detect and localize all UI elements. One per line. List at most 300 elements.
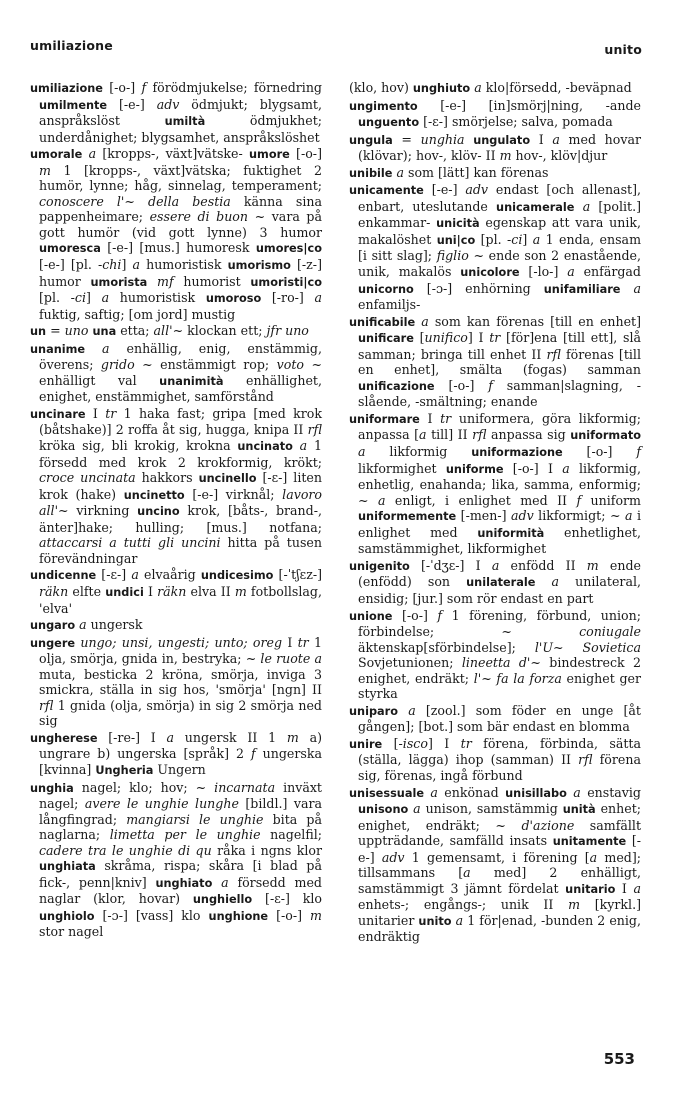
entry-text: krok, [båts-, brand-, änter]hake; hulling; [mus.] notfana;: [39, 503, 322, 535]
italic-text: räkn: [157, 583, 187, 599]
entry-text: ödmjukhet; underdånighet; blygsamhet, anspråkslöshet: [39, 113, 323, 145]
italic-text: uno: [64, 323, 89, 339]
italic-text: a: [430, 784, 438, 800]
entry-text: anpassa sig: [486, 427, 571, 443]
italic-text: m: [286, 729, 299, 745]
entry-text: Sovjetunionen;: [358, 655, 462, 671]
headword: umoroso: [205, 292, 262, 306]
entry-text: inväxt nagel;: [39, 779, 322, 812]
italic-text: l'~ fa la forza: [473, 670, 562, 686]
italic-text: tr: [297, 634, 309, 650]
entry-text: [535, 574, 551, 589]
headword: unibile: [349, 166, 393, 180]
dictionary-entry: [30, 80, 322, 145]
italic-text: figlio ~: [436, 248, 484, 264]
italic-text: a: [79, 617, 87, 633]
italic-text: adv: [156, 96, 180, 112]
entry-text: [85, 341, 102, 356]
headword: undici: [105, 585, 144, 599]
entry-text: I: [615, 880, 634, 896]
headword: Ungheria: [95, 763, 154, 777]
headword: un: [30, 325, 47, 339]
entry-text: ungersk II 1: [174, 729, 287, 745]
italic-text: a: [101, 290, 110, 306]
headword: unanimità: [159, 374, 224, 388]
italic-text: a: [567, 264, 575, 280]
entry-text: [-ɛ-] klo: [252, 891, 322, 907]
entry-text: enligt, i enlighet med II: [385, 492, 577, 508]
headword: umorismo: [227, 259, 291, 273]
italic-text: rfl: [472, 427, 487, 443]
italic-text: unifico: [424, 330, 468, 346]
headword: unificazione: [358, 379, 435, 393]
headword: unicorno: [358, 282, 414, 296]
italic-text: adv: [511, 508, 534, 524]
entry-text: ] I: [427, 735, 461, 751]
entry-text: [kropps-, växt]vätske-: [96, 146, 249, 162]
italic-text: a: [102, 340, 110, 356]
italic-text: a: [573, 784, 581, 800]
italic-text: tr: [105, 405, 117, 421]
entry-text: 1 förening, förbund, union; förbindelse;: [358, 607, 641, 640]
entry-text: förenas [till en enhet], smälta (fogas) samman: [358, 346, 641, 378]
entry-text: fuktig, saftig; [om jord] mustig: [39, 306, 236, 322]
entry-text: [293, 438, 300, 453]
entry-text: [polit.] enkammar-: [358, 198, 641, 231]
italic-text: grido ~: [100, 357, 153, 373]
entry-text: enfamiljs-: [358, 297, 421, 313]
headword: unigenito: [349, 559, 410, 573]
italic-text: rfl: [307, 422, 322, 438]
headword: una: [92, 325, 117, 339]
headword: unghiello: [192, 893, 253, 907]
headword: unifamiliare: [543, 282, 621, 296]
italic-text: ~ coniugale: [501, 624, 641, 640]
entry-text: [-e-] [mus.] humoresk: [100, 240, 256, 256]
entry-text: enstavig: [580, 784, 641, 800]
italic-text: a: [358, 444, 366, 460]
entry-text: bindestreck 2 enighet, endräkt;: [358, 655, 641, 686]
headword: umoristi|co: [250, 275, 322, 289]
entry-text: [-ˈdʒɛ-] I: [409, 557, 492, 573]
entry-text: enfödd II: [499, 557, 587, 573]
entry-text: äktenskap[sförbindelse];: [358, 639, 535, 655]
entry-text: [för]ena [till ett], slå samman; bringa till enhet II: [358, 330, 641, 362]
headword: umiliazione: [30, 82, 103, 95]
entry-text: ]: [522, 231, 533, 247]
headword: uniformare: [349, 412, 420, 426]
entry-text: med hovar (klövar); hov-, klöv- II: [358, 131, 641, 164]
entry-text: 1 haka fast; gripa [med krok (båtshake)] 2 roffa åt sig, hugga, knipa II: [39, 405, 322, 438]
entry-text: i enlighet med: [358, 508, 641, 540]
entry-text: hakkors: [135, 470, 199, 486]
entry-text: råka i ngns klor: [211, 842, 322, 858]
entry-text: [398, 703, 408, 718]
italic-text: tr: [460, 735, 472, 751]
italic-text: a: [166, 729, 175, 745]
running-head-right: unito: [604, 42, 642, 57]
entry-text: ende son 2 enastående, unik, makalös: [358, 248, 642, 280]
italic-text: -ci: [507, 231, 523, 247]
headword: unanime: [30, 342, 86, 356]
headword: umores|co: [255, 242, 322, 256]
italic-text: attaccarsi a tutti gli uncini: [39, 535, 221, 551]
entry-text: I: [419, 410, 441, 426]
italic-text: all'~: [153, 323, 184, 339]
italic-text: -isco: [398, 735, 428, 751]
dictionary-entry: [349, 98, 641, 131]
dictionary-entry: [30, 323, 322, 340]
entry-text: [: [413, 330, 425, 346]
entry-text: 1 enda, ensam [i sitt slag];: [358, 231, 642, 264]
entry-text: [pl.: [39, 290, 71, 306]
entry-text: [zool.] som föder en unge [åt gången]; [bot.] som bär endast en blomma: [358, 702, 641, 735]
headword: uni|co: [436, 233, 476, 247]
entry-text: elva II: [186, 583, 235, 599]
headword: unicolore: [460, 266, 520, 280]
headword: unificare: [358, 332, 414, 346]
italic-text: a: [551, 574, 560, 590]
headword: uniformato: [570, 429, 641, 443]
entry-text: nagel; klo; hov;: [73, 779, 196, 795]
entry-text: a) ungrare b) ungerska [språk] 2: [39, 729, 322, 762]
dictionary-entry: [30, 617, 322, 634]
headword: ungaro: [30, 619, 76, 633]
entry-text: likformig, enhetlig, enahanda; lika, samma, enformig;: [358, 460, 641, 493]
italic-text: a: [582, 198, 591, 214]
entry-text: ]: [86, 290, 102, 306]
headword: undicenne: [30, 569, 97, 583]
headword: unicamerale: [496, 200, 575, 214]
italic-text: f: [488, 377, 493, 393]
entry-text: =: [392, 131, 421, 147]
entry-text: fotbollslag, 'elva': [39, 583, 322, 616]
headword: unione: [349, 609, 393, 623]
entry-text: hov-, klöv|djur: [511, 148, 608, 164]
dictionary-entry: [349, 165, 641, 182]
entry-text: enhällig, enig, enstämmig, överens;: [39, 340, 322, 373]
headword: unghia: [30, 781, 74, 795]
entry-text: [-ɛ-] smörjelse; salva, pomada: [419, 114, 613, 130]
italic-text: lineetta d'~: [461, 655, 541, 671]
italic-text: a: [552, 131, 560, 147]
dictionary-entry: [349, 80, 641, 97]
entry-text: med]; tillsammans [: [358, 849, 642, 881]
entry-text: [147, 274, 157, 289]
entry-text: samman|slagning, -slående, -smältning; enande: [358, 377, 641, 410]
entry-text: likformigt;: [533, 508, 610, 524]
italic-text: adv: [381, 849, 405, 865]
entry-text: ungerska [kvinna]: [39, 746, 322, 777]
italic-text: a: [463, 865, 471, 881]
headword: unicità: [436, 217, 480, 231]
italic-text: a: [633, 880, 641, 896]
headword: uniformità: [477, 526, 545, 540]
italic-text: limetta per le unghie: [109, 827, 261, 843]
entry-text: stor nagel: [39, 924, 104, 940]
entry-text: elfte: [68, 583, 106, 599]
italic-text: -chi: [98, 257, 122, 273]
entry-text: [bildl.] vara långfingrad;: [39, 796, 322, 827]
entry-text: ]: [121, 257, 133, 273]
entry-text: vara på gott humör (vid gott lynne) 3 humor: [39, 209, 322, 240]
italic-text: a: [299, 438, 308, 454]
dictionary-entry: [349, 314, 641, 410]
italic-text: conoscere l'~ della bestia: [39, 193, 231, 209]
italic-text: rfl: [39, 697, 54, 713]
entry-text: 1 försedd med krok 2 krokformig, krökt;: [39, 438, 322, 470]
italic-text: m: [499, 148, 512, 164]
italic-text: a: [532, 231, 541, 247]
headword: uncinetto: [123, 488, 185, 502]
headword: unisono: [358, 803, 409, 817]
entry-text: [-ro-]: [261, 290, 315, 306]
italic-text: a: [474, 80, 482, 95]
entry-text: [-e-]: [107, 96, 157, 112]
italic-text: cadere tra le unghie di qu: [39, 842, 212, 858]
italic-text: mf: [157, 273, 174, 289]
italic-text: unghia: [420, 131, 465, 147]
entry-text: skråma, rispa; skåra [i blad på fick-, penn|kniv]: [39, 858, 322, 890]
entry-text: ende (enfödd) son: [358, 557, 641, 590]
entry-text: nagelfil;: [260, 827, 322, 843]
entry-text: som kan förenas [till en enhet]: [428, 313, 641, 329]
entry-text: ödmjukt; blygsamt, anspråkslöst: [39, 96, 322, 129]
headword: ungherese: [30, 731, 98, 745]
italic-text: ~ a: [609, 508, 633, 524]
entry-text: [kyrkl.] unitarier: [358, 897, 641, 928]
italic-text: m: [586, 557, 599, 573]
entry-text: I: [530, 131, 553, 147]
italic-text: essere di buon ~: [149, 209, 266, 225]
headword: ungula: [349, 133, 393, 147]
italic-text: f: [437, 607, 443, 623]
entry-text: I: [143, 583, 158, 599]
entry-text: [-ɔ-] [vass] klo: [94, 907, 209, 923]
entry-text: [-o-]: [268, 907, 311, 923]
entry-text: 1 gnida (olja, smörja) in sig 2 smörja ned sig: [39, 697, 322, 729]
entry-text: muta, besticka 2 kröna, smörja, inviga 3 smickra, ställa in sig hos, 'smörja' [ngn] II: [39, 666, 322, 698]
entry-text: förena sig, förenas, ingå förbund: [358, 752, 641, 783]
italic-text: f: [141, 80, 147, 95]
entry-text: [-o-] I: [503, 460, 563, 476]
entry-text: Ungern: [153, 761, 206, 777]
italic-text: m: [39, 162, 51, 178]
dictionary-entry: [30, 146, 322, 322]
entry-text: [-re-] I: [97, 729, 167, 745]
entry-text: humoristisk: [109, 290, 206, 306]
entry-text: ungersk: [86, 617, 143, 633]
dictionary-entry: [30, 635, 322, 729]
headword: unilaterale: [466, 576, 536, 590]
italic-text: jfr uno: [266, 323, 309, 339]
entry-text: försedd med naglar (klor, hovar): [39, 874, 322, 907]
entry-text: enhällighet, enighet, enstämmighet, samförstånd: [39, 372, 322, 405]
italic-text: f: [250, 746, 256, 762]
entry-text: [212, 875, 221, 890]
headword: unguento: [358, 116, 420, 130]
entry-text: =: [46, 323, 65, 339]
entry-text: [-o-]: [434, 377, 489, 393]
entry-text: endast [och allenast], enbart, uteslutande: [358, 182, 642, 214]
entry-text: unilateral, ensidig; [jur.] som rör endast en part: [358, 574, 641, 606]
italic-text: l'U~ Sovietica: [534, 639, 641, 655]
dictionary-entry: [30, 341, 322, 405]
entry-text: 1 [kropps-, växt]vätska; fuktighet 2 humör, lynne; håg, sinnelag, temperament;: [39, 162, 322, 194]
dictionary-entry: [349, 182, 641, 312]
italic-text: m: [234, 583, 247, 599]
entry-text: kröka sig, bli krokig, krokna: [39, 438, 238, 454]
entry-text: samfällt uppträdande, samfälld insats: [358, 817, 641, 849]
italic-text: a: [421, 313, 429, 329]
entry-text: 1 gemensamt, i förening [: [404, 849, 590, 865]
entry-text: [-z-] humor: [39, 257, 322, 289]
italic-text: m: [310, 907, 322, 923]
headword: umiltà: [164, 115, 206, 129]
italic-text: m: [568, 897, 581, 913]
italic-text: ~ incarnata: [195, 779, 276, 795]
entry-text: enhetlighet, samstämmighet, likformighet: [358, 524, 641, 557]
entry-text: humoristisk: [139, 257, 228, 273]
entry-text: [: [382, 735, 399, 751]
entry-text: [-o-]: [392, 607, 438, 623]
italic-text: a: [633, 280, 641, 296]
entry-text: som [lätt] kan förenas: [403, 164, 549, 180]
entry-text: [-men-]: [456, 508, 511, 524]
headword: uncinato: [237, 440, 293, 454]
headword: unghione: [208, 909, 269, 923]
entry-text: [pl.: [475, 231, 508, 247]
entry-text: enhets-; engångs-; unik II: [358, 897, 569, 913]
entry-text: [-e-]: [358, 833, 641, 865]
entry-text: enighet ger styrka: [358, 670, 641, 702]
italic-text: -ci: [70, 290, 86, 306]
headword: umore: [249, 148, 290, 162]
italic-text: a: [131, 567, 139, 583]
headword: unire: [349, 737, 383, 751]
entry-text: unison, samstämmig: [420, 801, 563, 817]
entry-text: bita på naglarna;: [39, 811, 322, 843]
dictionary-entry: [349, 558, 641, 607]
headword: ungere: [30, 636, 76, 650]
entry-text: I: [85, 405, 106, 421]
dictionary-entry: [349, 736, 641, 784]
entry-text: med] 2 enhälligt, samstämmigt 3 jämnt fördelat: [358, 865, 641, 896]
italic-text: räkn: [39, 583, 69, 599]
entry-text: etta;: [116, 323, 154, 339]
italic-text: a: [419, 427, 427, 443]
italic-text: a: [413, 801, 421, 817]
entry-text: enhälligt val: [39, 372, 160, 388]
headword: unità: [562, 803, 596, 817]
entry-text: 1 för|enad, -bunden 2 enig, endräktig: [358, 912, 641, 945]
italic-text: lavoro all'~: [39, 486, 323, 519]
headword: uniforme: [445, 462, 504, 476]
entry-text: klockan ett;: [183, 323, 267, 339]
entry-text: [465, 132, 474, 147]
entry-text: likformig: [365, 444, 472, 460]
dictionary-entry: [349, 703, 641, 735]
entry-text: humorist: [173, 273, 251, 289]
italic-text: ~ d'azione: [495, 817, 575, 833]
entry-text: egenskap att vara unik, makalöshet: [358, 215, 642, 247]
italic-text: rfl: [546, 346, 561, 362]
headword: uniformemente: [358, 510, 457, 524]
headword: unicamente: [349, 184, 424, 198]
headword: unitario: [565, 882, 616, 896]
dictionary-entry: [30, 567, 322, 616]
dictionary-entry: [349, 785, 641, 945]
entry-text: [-o-]: [102, 80, 142, 95]
page-number: 553: [603, 1050, 635, 1068]
entry-text: enfärgad: [574, 264, 641, 280]
entry-text: I: [282, 634, 298, 650]
italic-text: tr: [489, 330, 501, 346]
dictionary-entry: [349, 132, 641, 164]
italic-text: ungo; unsi, ungesti; unto; oreg: [80, 634, 283, 650]
headword: ungimento: [349, 99, 418, 113]
entry-text: förödmjukelse; förnedring: [146, 80, 322, 95]
italic-text: avere le unghie lunghe: [84, 796, 239, 812]
italic-text: a: [221, 874, 229, 890]
italic-text: rfl: [578, 752, 593, 768]
italic-text: a: [132, 257, 140, 273]
entry-text: enkönad: [437, 784, 506, 800]
entry-text: [-ɔ-] enhörning: [413, 280, 544, 296]
headword: unito: [418, 914, 452, 928]
italic-text: a: [408, 702, 416, 718]
entry-text: (klo, hov): [349, 80, 413, 95]
italic-text: croce uncinata: [39, 470, 136, 486]
entry-text: ] I: [467, 330, 490, 346]
headword: undicesimo: [200, 569, 274, 583]
italic-text: f: [636, 444, 641, 460]
entry-text: [574, 199, 582, 214]
headword: unificabile: [349, 315, 416, 329]
headword: ungulato: [473, 133, 531, 147]
entry-text: [-ɛ-] liten krok (hake): [39, 470, 322, 502]
entry-text: känna sina pappenheimare;: [39, 193, 322, 225]
headword: unghiuto: [412, 82, 471, 95]
entry-text: 1 olja, smörja, gnida in, bestryka;: [39, 634, 322, 667]
headword: umorale: [30, 148, 83, 162]
italic-text: voto ~: [276, 357, 322, 373]
italic-text: a: [88, 146, 97, 162]
entry-text: [-e-] [pl.: [39, 257, 98, 273]
entry-text: [-e-] virknål;: [184, 486, 283, 502]
entry-text: [-ˈtʃɛz-]: [273, 567, 322, 583]
dictionary-entry: [30, 780, 322, 940]
headword: unitamente: [552, 835, 627, 849]
entry-text: [-ɛ-]: [96, 567, 132, 583]
entry-text: [-o-]: [562, 444, 637, 460]
entry-text: [-o-]: [289, 146, 322, 162]
dictionary-entry: [30, 406, 322, 566]
dictionary-entry: [349, 608, 641, 702]
italic-text: ~ le ruote: [245, 651, 311, 667]
italic-text: tr: [440, 410, 452, 426]
headword: unisillabo: [505, 786, 567, 800]
entry-text: hitta på tusen förevändningar: [39, 535, 322, 566]
dictionary-entry: [30, 730, 322, 779]
entry-text: [-e-] [in]smörj|ning, -ande: [417, 97, 641, 113]
dictionary-column-left: [30, 80, 322, 941]
running-head-left: umiliazione: [30, 38, 113, 53]
dictionary-column-right: [349, 80, 641, 946]
italic-text: a: [491, 557, 500, 573]
entry-text: uniform: [581, 492, 641, 508]
entry-text: uniformera, göra likformig; anpassa [: [358, 410, 641, 443]
